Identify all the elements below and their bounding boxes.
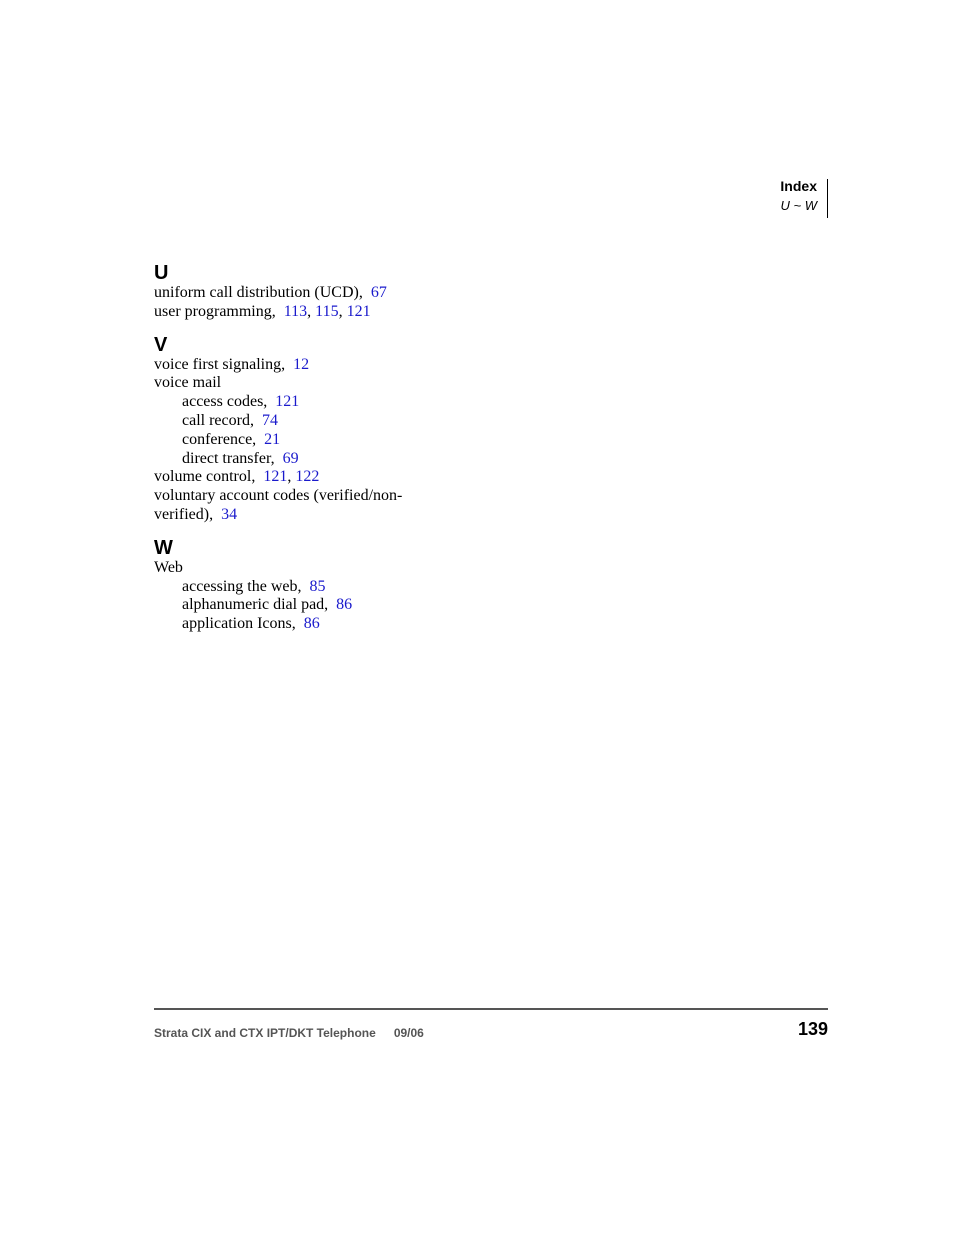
- page-link[interactable]: 121: [275, 393, 300, 411]
- index-entry: [154, 393, 444, 412]
- page-link[interactable]: 122: [295, 468, 320, 486]
- index-section: [154, 334, 444, 525]
- running-header: [780, 177, 817, 216]
- page-link[interactable]: 34: [221, 505, 238, 523]
- page-link[interactable]: 86: [303, 615, 320, 633]
- section-letter: W: [154, 536, 173, 559]
- entry-text: voice first signaling,: [154, 355, 286, 373]
- index-entry: [154, 431, 444, 450]
- index-entry: volume control, 121, 122: [154, 468, 320, 486]
- entry-text: volume control,: [154, 468, 256, 486]
- index-section: [154, 537, 444, 634]
- section-letter: V: [154, 333, 168, 356]
- entry-text: uniform call distribution (UCD),: [154, 284, 363, 301]
- page-link[interactable]: 86: [336, 596, 353, 614]
- index-entry: [154, 559, 444, 578]
- page-link[interactable]: 69: [282, 449, 299, 467]
- index-entry: [154, 596, 444, 615]
- header-range: U ~ W: [780, 198, 817, 213]
- page-link[interactable]: 85: [309, 577, 326, 595]
- entry-text: accessing the web,: [182, 577, 302, 595]
- page-link[interactable]: 121: [263, 468, 288, 486]
- index-entry: user programming, 113, 115, 121: [154, 302, 371, 320]
- entry-text: access codes,: [182, 393, 268, 411]
- entry-text: verified),: [154, 505, 214, 523]
- header-rule: [827, 179, 828, 218]
- header-title: Index: [780, 178, 817, 194]
- section-letter: U: [154, 262, 169, 284]
- index-entry: [154, 374, 444, 393]
- index-entry: [154, 487, 444, 506]
- footer-text: [154, 1026, 424, 1040]
- index-entry: [154, 506, 444, 525]
- entry-text: conference,: [182, 430, 257, 448]
- entry-text: application Icons,: [182, 615, 296, 633]
- index-entry: [154, 356, 444, 375]
- page-link[interactable]: 67: [370, 284, 387, 301]
- entry-text: direct transfer,: [182, 449, 275, 467]
- index-entry: [154, 450, 444, 469]
- index-section: [154, 262, 444, 322]
- index-entry: [154, 412, 444, 431]
- footer-date: 09/06: [393, 1026, 424, 1040]
- page-link[interactable]: 74: [261, 411, 278, 429]
- footer-doc-title: Strata CIX and CTX IPT/DKT Telephone: [154, 1026, 376, 1040]
- page-link[interactable]: 21: [264, 430, 281, 448]
- entry-text: alphanumeric dial pad,: [182, 596, 329, 614]
- index-entry: [154, 284, 444, 303]
- page-link[interactable]: 121: [346, 302, 371, 320]
- entry-text: voluntary account codes (verified/non-: [154, 487, 403, 505]
- entry-text: Web: [154, 558, 183, 576]
- page-link[interactable]: 12: [293, 355, 310, 373]
- page-number: 139: [797, 1019, 828, 1039]
- footer-rule: [154, 1008, 828, 1010]
- page-link[interactable]: 113: [283, 302, 308, 320]
- entry-text: user programming,: [154, 302, 276, 320]
- index-content: [154, 262, 444, 634]
- page-link[interactable]: 115: [315, 302, 339, 320]
- entry-text: call record,: [182, 411, 254, 429]
- index-entry: [154, 615, 444, 634]
- entry-text: voice mail: [154, 374, 222, 392]
- index-entry: [154, 578, 444, 597]
